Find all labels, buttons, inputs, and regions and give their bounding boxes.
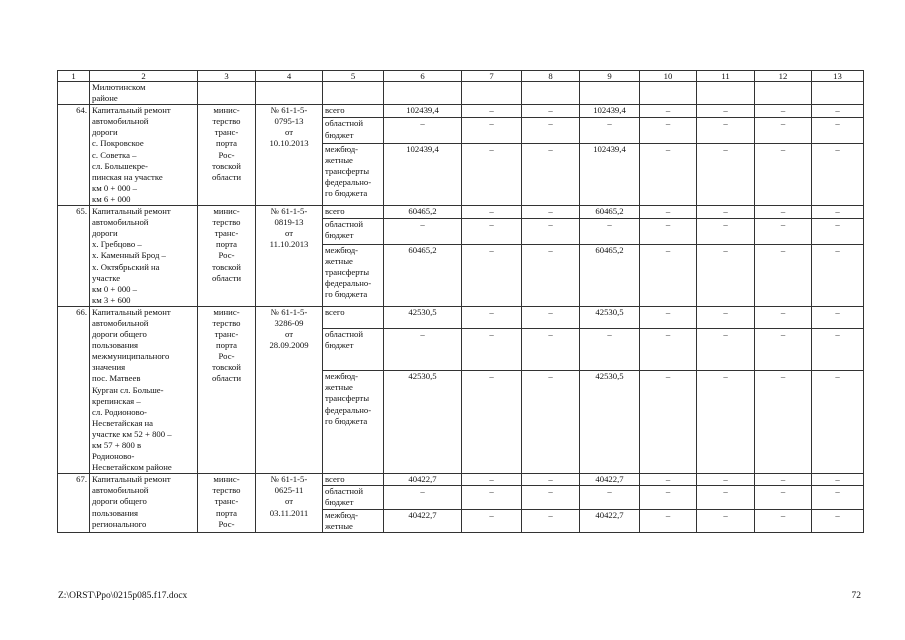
table-row	[58, 306, 864, 328]
amount-cell: –	[462, 509, 522, 532]
amount-cell: 60465,2	[384, 206, 462, 219]
object-name-line: дороги общего	[92, 329, 147, 340]
amount-cell: –	[522, 143, 580, 205]
customer-line: терство	[212, 116, 241, 127]
budget-table	[57, 70, 864, 533]
row-number: 65.	[58, 206, 90, 307]
amount-cell: –	[755, 509, 812, 532]
amount-cell: –	[812, 143, 864, 205]
funding-source-line: трансферты	[325, 393, 370, 404]
amount-cell: –	[755, 143, 812, 205]
empty-cell	[198, 82, 256, 105]
funding-source	[323, 371, 384, 474]
funding-source	[323, 306, 384, 328]
funding-source-line: жетные	[325, 520, 353, 531]
table-row	[58, 105, 864, 118]
funding-source-line: федерально-	[325, 278, 372, 289]
funding-source-line: федерально-	[325, 177, 372, 188]
object-name-line: с. Советка –	[92, 149, 137, 160]
page-number: 72	[851, 591, 861, 601]
empty-cell	[580, 82, 640, 105]
customer-line: порта	[216, 340, 237, 351]
column-header: 6	[384, 71, 462, 82]
object-name-line: х. Октябрьский на	[92, 261, 160, 272]
amount-cell: 40422,7	[580, 509, 640, 532]
object-name-line: пинская на участке	[92, 171, 163, 182]
amount-cell: –	[812, 244, 864, 306]
funding-source-line: го бюджета	[325, 415, 368, 426]
funding-source-line: областной	[325, 328, 364, 339]
funding-source	[323, 219, 384, 244]
column-header: 10	[640, 71, 697, 82]
amount-cell: –	[812, 328, 864, 370]
customer-line: товской	[212, 160, 241, 171]
amount-cell: –	[755, 206, 812, 219]
customer-line: Рос-	[218, 250, 235, 261]
amount-cell: –	[522, 219, 580, 244]
expertise-document-line: 3286-09	[274, 317, 304, 328]
amount-cell: –	[462, 474, 522, 486]
funding-source-line: межбюд-	[325, 143, 359, 154]
amount-cell: –	[384, 219, 462, 244]
amount-cell: –	[755, 244, 812, 306]
funding-source-line: трансферты	[325, 166, 370, 177]
amount-cell: –	[640, 206, 697, 219]
amount-cell: –	[522, 244, 580, 306]
object-name	[90, 206, 198, 307]
column-header: 5	[323, 71, 384, 82]
customer-line: терство	[212, 217, 241, 228]
amount-cell: –	[640, 105, 697, 118]
column-header: 2	[90, 71, 198, 82]
amount-cell: –	[462, 244, 522, 306]
column-header: 12	[755, 71, 812, 82]
amount-cell: –	[522, 509, 580, 532]
amount-cell: –	[812, 486, 864, 509]
customer-line: транс-	[214, 329, 239, 340]
amount-cell: –	[697, 509, 755, 532]
customer	[198, 474, 256, 532]
amount-cell: –	[580, 118, 640, 143]
customer-line: минис-	[213, 474, 240, 485]
object-name-line: х. Каменный Брод –	[92, 250, 166, 261]
customer	[198, 306, 256, 473]
funding-source-line: бюджет	[325, 340, 354, 351]
funding-source-line: межбюд-	[325, 244, 359, 255]
amount-cell: –	[640, 474, 697, 486]
object-name	[90, 105, 198, 206]
funding-source	[323, 105, 384, 118]
expertise-document	[256, 206, 323, 307]
amount-cell: –	[755, 219, 812, 244]
amount-cell: –	[522, 105, 580, 118]
object-name-line: Капитальный ремонт	[92, 105, 171, 116]
expertise-document-line: от	[284, 127, 294, 138]
customer-line: минис-	[213, 206, 240, 217]
object-name	[90, 474, 198, 532]
table-body	[58, 71, 864, 533]
amount-cell: 42530,5	[384, 371, 462, 474]
object-name-line: км 57 + 800 в	[92, 440, 142, 450]
row-number: 64.	[58, 105, 90, 206]
funding-source-line: го бюджета	[325, 188, 368, 199]
funding-source-line: федерально-	[325, 404, 372, 415]
amount-cell: –	[812, 206, 864, 219]
amount-cell: –	[462, 328, 522, 370]
amount-cell: –	[697, 244, 755, 306]
funding-source	[323, 143, 384, 205]
empty-cell	[697, 82, 755, 105]
object-name-line: с. Покровское	[92, 138, 144, 149]
amount-cell: 102439,4	[384, 105, 462, 118]
amount-cell: –	[640, 509, 697, 532]
amount-cell: –	[755, 105, 812, 118]
header-row	[58, 71, 864, 82]
amount-cell: –	[697, 328, 755, 370]
amount-cell: –	[522, 371, 580, 474]
amount-cell: –	[812, 306, 864, 328]
customer-line: терство	[212, 485, 241, 496]
empty-cell	[462, 82, 522, 105]
column-header: 1	[58, 71, 90, 82]
amount-cell: 40422,7	[384, 509, 462, 532]
customer-line: порта	[216, 239, 237, 250]
amount-cell: 40422,7	[580, 474, 640, 486]
amount-cell: –	[640, 371, 697, 474]
amount-cell: –	[812, 118, 864, 143]
object-name-line: км 0 + 000 –	[92, 283, 138, 294]
funding-source	[323, 118, 384, 143]
customer-line: области	[211, 272, 242, 283]
amount-cell: –	[522, 486, 580, 509]
amount-cell: 42530,5	[580, 306, 640, 328]
customer-line: минис-	[213, 105, 240, 116]
expertise-document-line: от	[284, 496, 294, 507]
amount-cell: –	[522, 206, 580, 219]
amount-cell: –	[462, 371, 522, 474]
object-name-line: участке	[92, 272, 121, 283]
expertise-document	[256, 306, 323, 473]
object-name-line: Курган сл. Больше-	[92, 384, 164, 395]
customer-line: порта	[216, 507, 237, 518]
amount-cell: –	[640, 306, 697, 328]
funding-source-line: всего	[325, 206, 345, 217]
funding-source-line: областной	[325, 219, 364, 230]
amount-cell: –	[697, 219, 755, 244]
amount-cell: –	[755, 328, 812, 370]
object-name-line: сл. Родионово-	[92, 406, 147, 417]
object-name-line: км 6 + 000	[92, 193, 131, 204]
amount-cell: –	[755, 486, 812, 509]
empty-cell	[58, 82, 90, 105]
amount-cell: –	[812, 219, 864, 244]
amount-cell: –	[462, 118, 522, 143]
amount-cell: –	[697, 105, 755, 118]
amount-cell: 102439,4	[580, 143, 640, 205]
customer-line: товской	[212, 362, 241, 373]
amount-cell: –	[462, 219, 522, 244]
amount-cell: –	[522, 474, 580, 486]
customer-line: транс-	[214, 228, 239, 239]
amount-cell: 60465,2	[384, 244, 462, 306]
customer-line: товской	[212, 261, 241, 272]
funding-source-line: бюджет	[325, 129, 354, 140]
amount-cell: 40422,7	[384, 474, 462, 486]
object-name-line: Капитальный ремонт	[92, 474, 171, 485]
amount-cell: –	[812, 474, 864, 486]
amount-cell: –	[384, 486, 462, 509]
amount-cell: –	[462, 105, 522, 118]
customer-line: области	[211, 171, 242, 182]
amount-cell: –	[462, 486, 522, 509]
funding-source-line: областной	[325, 118, 364, 129]
expertise-document-line: № 61-1-5-	[270, 105, 308, 116]
object-name-line: пользования	[92, 340, 139, 351]
object-name-line: автомобильной	[92, 217, 149, 228]
object-name-line: х. Гребцово –	[92, 239, 142, 250]
amount-cell: –	[812, 105, 864, 118]
amount-cell: 102439,4	[384, 143, 462, 205]
object-name-line: сл. Большекре-	[92, 160, 148, 171]
object-name-line: Несветайском районе	[92, 462, 172, 473]
continuation-name-line: районе	[92, 93, 118, 104]
expertise-document-line: № 61-1-5-	[270, 206, 308, 217]
amount-cell: –	[522, 306, 580, 328]
object-name-line: участке км 52 + 800 –	[92, 428, 172, 439]
customer-line: Рос-	[218, 149, 235, 160]
column-header: 8	[522, 71, 580, 82]
funding-source	[323, 509, 384, 532]
object-name-line: значения	[92, 362, 126, 373]
customer-line: Рос-	[218, 351, 235, 362]
column-header: 9	[580, 71, 640, 82]
amount-cell: –	[462, 306, 522, 328]
amount-cell: –	[580, 486, 640, 509]
funding-source-line: бюджет	[325, 230, 354, 241]
amount-cell: –	[755, 118, 812, 143]
object-name-line: межмуниципального	[92, 351, 170, 362]
column-header: 13	[812, 71, 864, 82]
expertise-document-line: 0819-13	[274, 217, 304, 228]
customer	[198, 105, 256, 206]
customer-line: порта	[216, 138, 237, 149]
funding-source	[323, 244, 384, 306]
amount-cell: 60465,2	[580, 206, 640, 219]
customer-line: терство	[212, 317, 241, 328]
amount-cell: 42530,5	[580, 371, 640, 474]
amount-cell: –	[697, 118, 755, 143]
amount-cell: –	[462, 206, 522, 219]
amount-cell: –	[697, 371, 755, 474]
object-name-line: дороги общего	[92, 496, 147, 507]
amount-cell: –	[755, 306, 812, 328]
object-name-line: км 3 + 600	[92, 294, 131, 305]
expertise-document-line: № 61-1-5-	[270, 306, 308, 317]
funding-source-line: го бюджета	[325, 289, 368, 300]
amount-cell: –	[522, 328, 580, 370]
object-name-line: регионального	[92, 518, 147, 529]
funding-source	[323, 474, 384, 486]
object-name-line: автомобильной	[92, 485, 149, 496]
expertise-document-line: 03.11.2011	[269, 507, 309, 518]
empty-cell	[323, 82, 384, 105]
amount-cell: 60465,2	[580, 244, 640, 306]
customer-line: области	[211, 373, 242, 384]
customer-line: транс-	[214, 496, 239, 507]
column-header: 7	[462, 71, 522, 82]
object-name-line: Несветайская на	[92, 417, 153, 428]
customer	[198, 206, 256, 307]
amount-cell: 42530,5	[384, 306, 462, 328]
object-name-line: дороги	[92, 127, 118, 138]
object-name-line: автомобильной	[92, 116, 149, 127]
expertise-document	[256, 105, 323, 206]
row-number: 66.	[58, 306, 90, 473]
funding-source-line: бюджет	[325, 497, 354, 508]
object-name-line: пользования	[92, 507, 139, 518]
empty-cell	[640, 82, 697, 105]
funding-source-line: жетные	[325, 382, 353, 393]
amount-cell: –	[462, 143, 522, 205]
amount-cell: –	[812, 371, 864, 474]
row-number: 67.	[58, 474, 90, 532]
funding-source	[323, 328, 384, 370]
empty-cell	[522, 82, 580, 105]
amount-cell: –	[640, 486, 697, 509]
amount-cell: –	[697, 143, 755, 205]
continuation-name-line: Милютинском	[92, 82, 146, 92]
funding-source-line: межбюд-	[325, 509, 359, 520]
amount-cell: –	[755, 371, 812, 474]
expertise-document-line: 10.10.2013	[269, 138, 309, 149]
object-name-line: км 0 + 000 –	[92, 182, 138, 193]
amount-cell: –	[640, 219, 697, 244]
amount-cell: –	[640, 328, 697, 370]
amount-cell: –	[580, 328, 640, 370]
amount-cell: –	[640, 143, 697, 205]
amount-cell: –	[697, 486, 755, 509]
expertise-document-line: № 61-1-5-	[270, 474, 308, 485]
expertise-document	[256, 474, 323, 532]
funding-source-line: межбюд-	[325, 371, 359, 382]
object-name-line: дороги	[92, 228, 118, 239]
file-path: Z:\ORST\Ppo\0215p085.f17.docx	[58, 591, 188, 601]
object-name-line: автомобильной	[92, 317, 149, 328]
funding-source-line: трансферты	[325, 266, 370, 277]
continuation-row	[58, 82, 864, 105]
funding-source-line: жетные	[325, 155, 353, 166]
empty-cell	[256, 82, 323, 105]
funding-source-line: жетные	[325, 255, 353, 266]
amount-cell: –	[384, 118, 462, 143]
amount-cell: 102439,4	[580, 105, 640, 118]
amount-cell: –	[580, 219, 640, 244]
continuation-name	[90, 82, 198, 105]
empty-cell	[755, 82, 812, 105]
empty-cell	[384, 82, 462, 105]
funding-source	[323, 486, 384, 509]
object-name	[90, 306, 198, 473]
expertise-document-line: 0625-11	[274, 485, 304, 496]
column-header: 11	[697, 71, 755, 82]
table-row	[58, 206, 864, 219]
expertise-document-line: 28.09.2009	[269, 340, 309, 351]
amount-cell: –	[697, 474, 755, 486]
expertise-document-line: 0795-13	[274, 116, 304, 127]
amount-cell: –	[812, 509, 864, 532]
amount-cell: –	[522, 118, 580, 143]
expertise-document-line: от	[284, 329, 294, 340]
amount-cell: –	[697, 306, 755, 328]
object-name-line: Капитальный ремонт	[92, 306, 171, 317]
empty-cell	[812, 82, 864, 105]
customer-line: минис-	[213, 306, 240, 317]
amount-cell: –	[640, 244, 697, 306]
funding-source	[323, 206, 384, 219]
object-name-line: Родионово-	[92, 451, 135, 462]
object-name-line: Капитальный ремонт	[92, 206, 171, 217]
column-header: 4	[256, 71, 323, 82]
object-name-line: пос. Матвеев	[92, 373, 141, 384]
expertise-document-line: 11.10.2013	[269, 239, 309, 250]
object-name-line: крепинская –	[92, 395, 141, 406]
expertise-document-line: от	[284, 228, 294, 239]
amount-cell: –	[755, 474, 812, 486]
funding-source-line: всего	[325, 306, 345, 317]
amount-cell: –	[640, 118, 697, 143]
customer-line: транс-	[214, 127, 239, 138]
customer-line: Рос-	[218, 518, 235, 529]
funding-source-line: всего	[325, 474, 345, 485]
amount-cell: –	[697, 206, 755, 219]
column-header: 3	[198, 71, 256, 82]
amount-cell: –	[384, 328, 462, 370]
table-row	[58, 474, 864, 486]
funding-source-line: областной	[325, 486, 364, 497]
funding-source-line: всего	[325, 105, 345, 116]
